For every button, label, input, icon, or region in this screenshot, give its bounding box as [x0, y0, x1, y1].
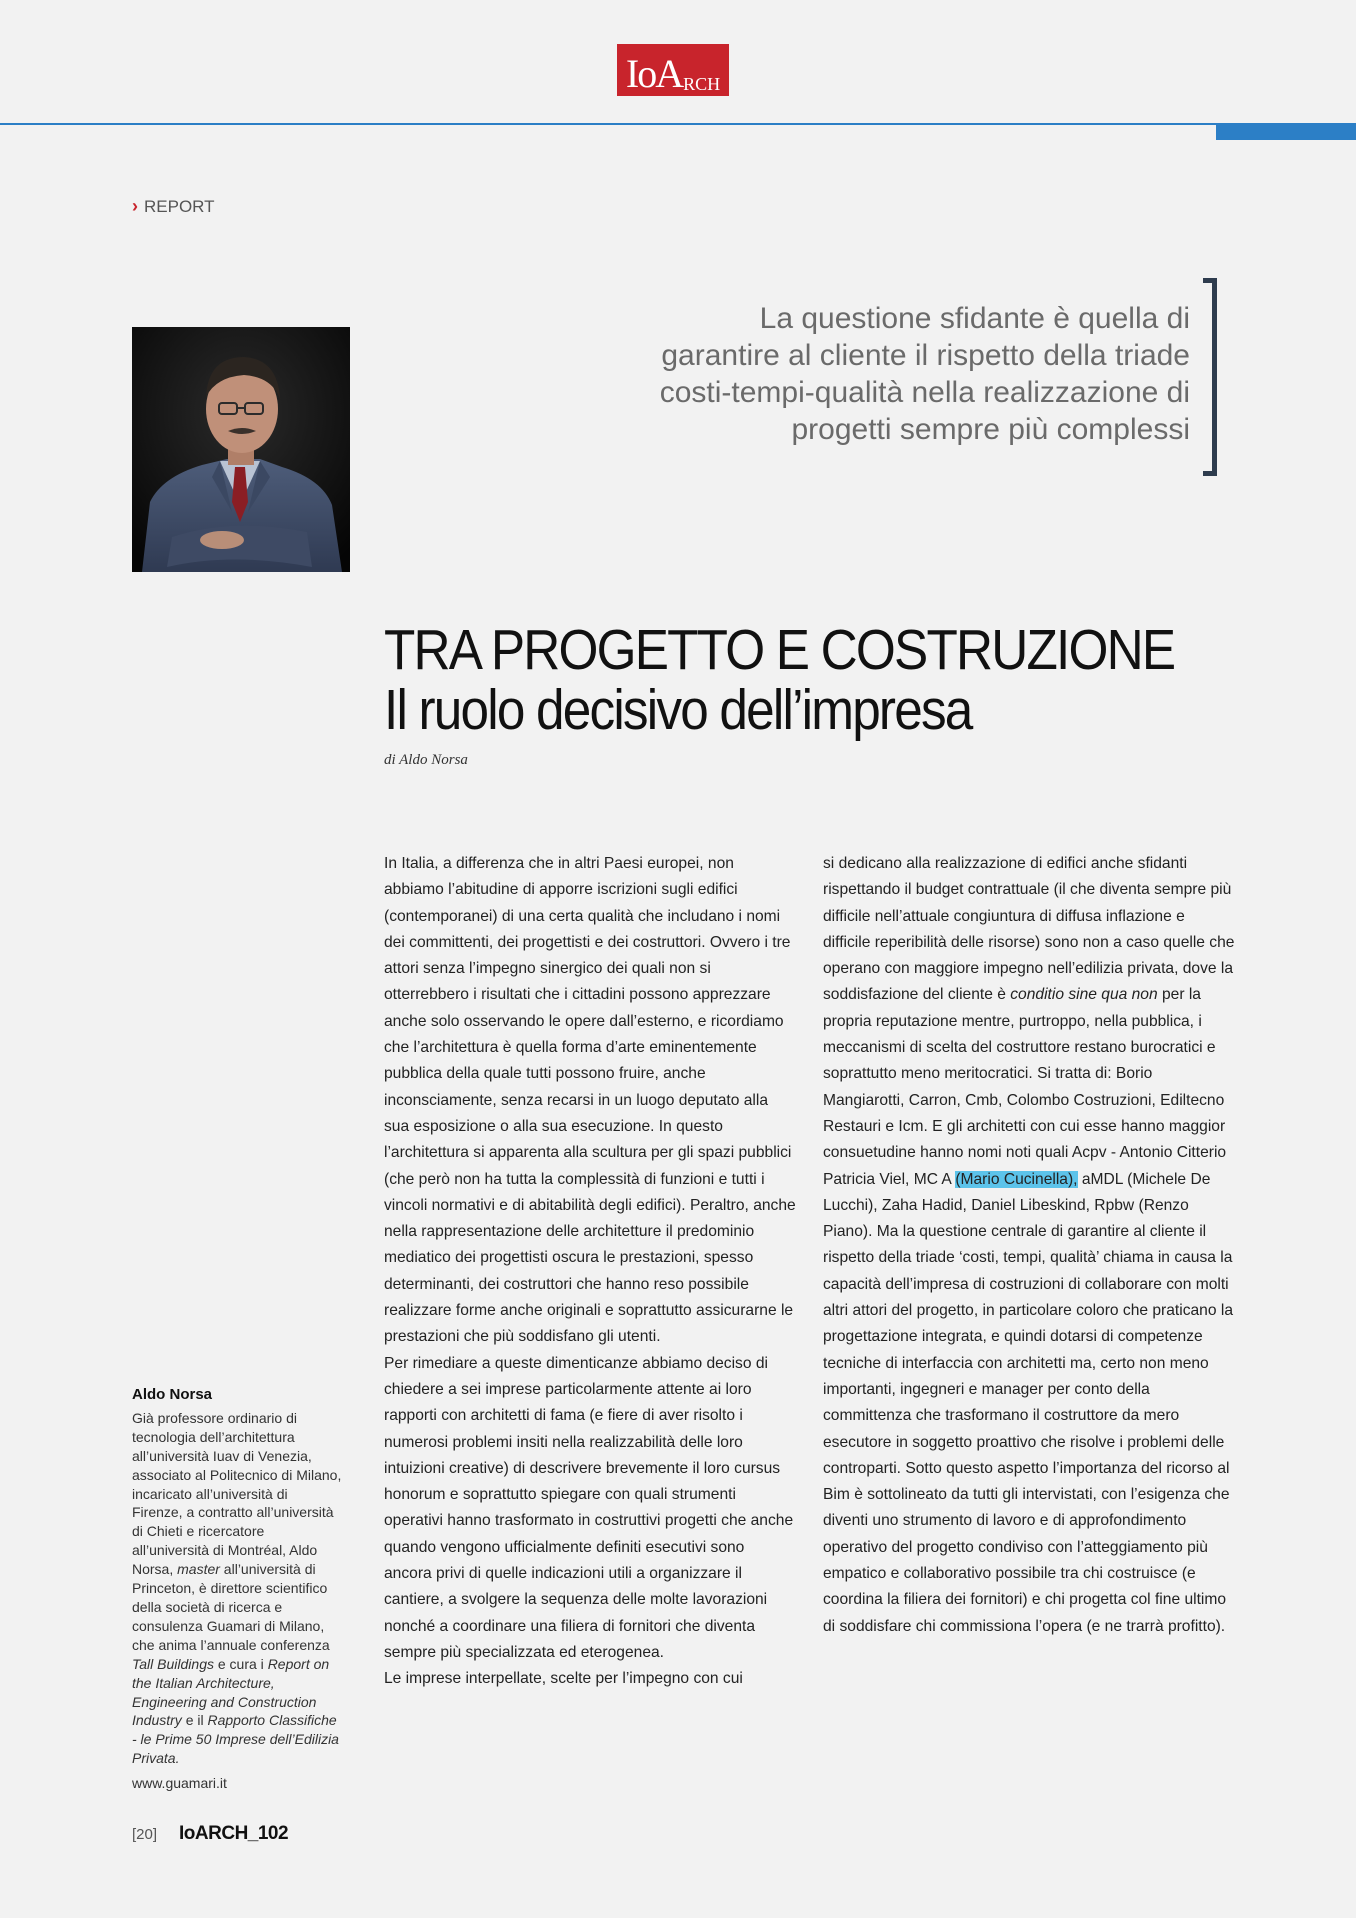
italic-phrase: Rapporto Classifiche - le Prime 50 Imprese dell’Edilizia Privata. [132, 1712, 339, 1767]
text-run: per la propria reputazione mentre, purtroppo, nella pubblica, i meccanismi di scelta del costruttore restano burocratici e soprattutto meno meritocratici. Si tratta di: Borio Mangiarotti, Carron, Cmb, Colombo Costruzioni, Ediltecno Restauri e Icm. E gli architetti con cui esse hanno maggior consuetudine hanno nomi noti quali Acpv - Antonio Citterio Patricia Viel, MC A [823, 986, 1227, 1188]
author-name: Aldo Norsa [132, 1386, 213, 1403]
paragraph: Per rimediare a queste dimenticanze abbiamo deciso di chiedere a sei imprese particolarmente attente ai loro rapporti con architetti di fama (e fiere di aver risolto i numerosi problemi insiti nella realizzabilità delle loro intuizioni creative) di descrivere brevemente il loro cursus honorum e soprattutto spiegare con quali strumenti operativi hanno trasformato in costruttivi progetti che anche quando vengono ufficialmente definiti esecutivi sono ancora privi di quelle indicazioni utili a organizzare il cantiere, a svolgere la sequenza delle molte lavorazioni nonché a coordinare una filiera di fornitori che diventa sempre più specializzata ed eterogenea. [384, 1354, 794, 1661]
text-run: all’università di Princeton, è direttore scientifico della società di ricerca e consulenza Guamari di Milano, che anima l’annuale conferenza [132, 1561, 330, 1653]
page-footer [132, 1823, 288, 1845]
author-bio [132, 1386, 342, 1793]
italic-phrase: master [177, 1561, 220, 1578]
article-column-2 [823, 851, 1235, 1640]
pull-quote-line: costi-tempi-qualità nella realizzazione di [659, 376, 1190, 409]
pull-quote-bracket [1203, 278, 1217, 476]
highlighted-text[interactable]: (Mario Cucinella), [955, 1170, 1078, 1188]
text-run: e cura i [213, 1655, 268, 1672]
pull-quote-line: garantire al cliente il rispetto della triade [661, 339, 1190, 372]
text-run: e il [181, 1712, 208, 1729]
text-run: si dedicano alla realizzazione di edifici anche sfidanti rispettando il budget contrattuale (il che diventa sempre più difficile nell’attuale congiuntura di diffusa inflazione e difficile reperibilità delle risorse) sono non a caso quelle che operano con maggiore impegno nell’edilizia privata, dove la soddisfazione del cliente è [823, 855, 1235, 1004]
issue-label: IoARCH_102 [179, 1823, 289, 1844]
header-rule-tab [1216, 123, 1356, 140]
pull-quote-line: progetti sempre più complessi [791, 413, 1190, 446]
section-label-text: REPORT [144, 196, 215, 216]
chevron-right-icon: › [132, 196, 138, 216]
italic-phrase: Tall Buildings [132, 1655, 214, 1672]
paragraph: In Italia, a differenza che in altri Paesi europei, non abbiamo l’abitudine di apporre iscrizioni sugli edifici (contemporanei) di una certa qualità che includano i nomi dei committenti, dei progettisti e dei costruttori. Ovvero i tre attori senza l’impegno sinergico dei quali non si otterrebbero i risultati che i cittadini possono apprezzare anche solo osservando le opere dall’esterno, e ricordiamo che l’architettura è quella forma d’arte eminentemente pubblica della quale tutti possono fruire, anche inconsciamente, senza recarsi in un luogo deputato alla sua esposizione o alla sua esecuzione. In questo l’architettura si apparenta alla scultura per gli spazi pubblici (che però non ha tutta la complessità di funzioni e tutti i vincoli normativi e di abitabilità degli edifici). Peraltro, anche nella rappresentazione delle architetture il predominio mediatico dei progettisti oscura le prestazioni, spesso determinanti, dei costruttori che hanno reso possibile realizzare forme anche originali e soprattutto assicurarne le prestazioni che più soddisfano gli utenti. [384, 855, 796, 1346]
paragraph [823, 851, 1235, 1640]
article-title [384, 618, 1175, 742]
italic-phrase: Report on the Italian Architecture, Engineering and Construction Industry [132, 1655, 330, 1729]
ioarch-logo [617, 44, 729, 96]
italic-phrase: conditio sine qua non [1010, 986, 1158, 1004]
byline: di Aldo Norsa [384, 752, 468, 768]
title-line-1: TRA PROGETTO E COSTRUZIONE [384, 618, 1175, 682]
section-label [132, 196, 215, 217]
article-column-1 [384, 851, 796, 1693]
author-website-link[interactable]: www.guamari.it [132, 1775, 227, 1792]
title-line-2: Il ruolo decisivo dell’impresa [384, 678, 972, 742]
paragraph: Le imprese interpellate, scelte per l’impegno con cui [384, 1670, 743, 1688]
text-run: aMDL (Michele De Lucchi), Zaha Hadid, Daniel Libeskind, Rpbw (Renzo Piano). Ma la questione centrale di garantire al cliente il rispetto della triade ‘costi, tempi, qualità’ chiama in causa la capacità dell’impresa di costruzioni di collaborare con molti altri attori del progetto, in particolare coloro che praticano la progettazione integrata, e quindi dotarsi di competenze tecniche di interfaccia con architetti ma, certo non meno importanti, ingegneri e manager per conto della committenza che trasformano il costruttore da mero esecutore in soggetto proattivo che risolve i problemi delle controparti. Sotto questo aspetto l’importanza del ricorso al Bim è sottolineato da tutti gli intervistati, con l’esigenza che diventi uno strumento di lavoro e di approfondimento operativo del progetto condiviso con l’atteggiamento più empatico e collaborativo possibile tra chi costruisce (e coordina la filiera dei fornitori) e chi progetta col fine ultimo di soddisfare chi commissiona l’opera (e ne trarrà profitto). [823, 1170, 1233, 1635]
logo-text-small: RCH [683, 74, 721, 94]
header-rule [0, 123, 1356, 125]
logo-text-big: IoA [625, 51, 683, 96]
page-number: [20] [132, 1826, 158, 1843]
text-run: Già professore ordinario di tecnologia dell’architettura all’università Iuav di Venezia, associato al Politecnico di Milano, incaricato all’università di Firenze, a contratto all’università di Chieti e ricercatore all’università di Montréal, Aldo Norsa, [132, 1409, 342, 1578]
author-bio-text [132, 1409, 342, 1768]
author-photo [132, 327, 350, 572]
pull-quote [560, 300, 1190, 448]
pull-quote-line: La questione sfidante è quella di [759, 302, 1190, 335]
